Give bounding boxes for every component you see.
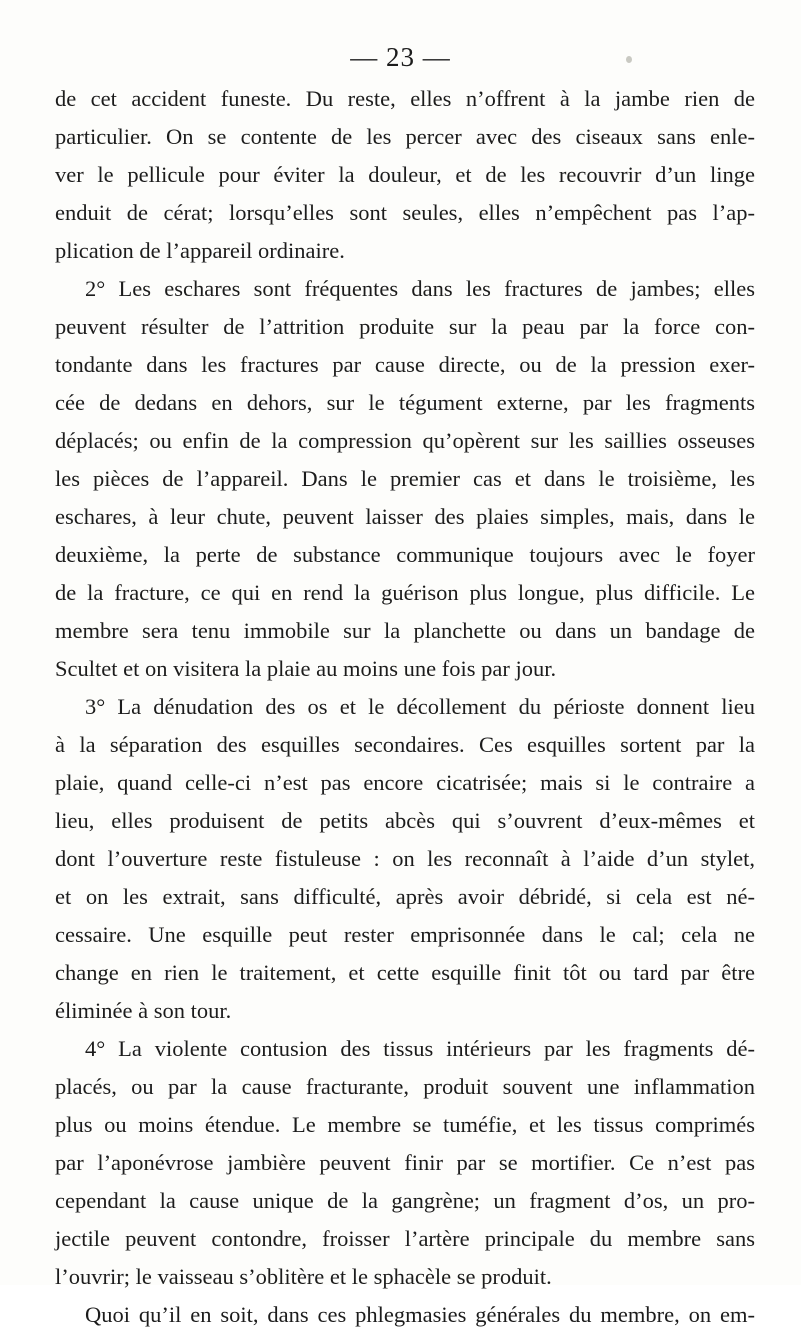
text-line: Scultet et on visitera la plaie au moins une fois par jour. xyxy=(55,656,557,681)
text-line: l’ouvrir; le vaisseau s’oblitère et le sphacèle se produit. xyxy=(55,1264,552,1289)
text-line: particulier. On se contente de les percer avec des ciseaux sans enle- xyxy=(55,124,755,149)
body-text xyxy=(55,80,755,1334)
text-line: Quoi qu’il en soit, dans ces phlegmasies générales du membre, on em- xyxy=(85,1302,755,1327)
text-line: jectile peuvent contondre, froisser l’artère principale du membre sans xyxy=(55,1226,755,1251)
text-line: les pièces de l’appareil. Dans le premier cas et dans le troisième, les xyxy=(55,466,755,491)
text-line: deuxième, la perte de substance communique toujours avec le foyer xyxy=(55,542,755,567)
text-line: plus ou moins étendue. Le membre se tuméfie, et les tissus comprimés xyxy=(55,1112,755,1137)
text-line: et on les extrait, sans difficulté, après avoir débridé, si cela est né- xyxy=(55,884,755,909)
text-line: 4° La violente contusion des tissus intérieurs par les fragments dé- xyxy=(85,1036,755,1061)
text-line: de cet accident funeste. Du reste, elles n’offrent à la jambe rien de xyxy=(55,86,755,111)
text-line: ver le pellicule pour éviter la douleur, et de les recouvrir d’un linge xyxy=(55,162,755,187)
page-number: — 23 — xyxy=(350,42,451,72)
text-line: par l’aponévrose jambière peuvent finir par se mortifier. Ce n’est pas xyxy=(55,1150,755,1175)
text-line: dont l’ouverture reste fistuleuse : on les reconnaît à l’aide d’un stylet, xyxy=(55,846,755,871)
text-line: de la fracture, ce qui en rend la guérison plus longue, plus difficile. Le xyxy=(55,580,755,605)
text-line: placés, ou par la cause fracturante, produit souvent une inflammation xyxy=(55,1074,755,1099)
text-line: cependant la cause unique de la gangrène; un fragment d’os, un pro- xyxy=(55,1188,755,1213)
text-line: cessaire. Une esquille peut rester emprisonnée dans le cal; cela ne xyxy=(55,922,755,947)
text-line: plaie, quand celle-ci n’est pas encore cicatrisée; mais si le contraire a xyxy=(55,770,755,795)
text-line: tondante dans les fractures par cause directe, ou de la pression exer- xyxy=(55,352,755,377)
text-line: plication de l’appareil ordinaire. xyxy=(55,238,345,263)
text-line: lieu, elles produisent de petits abcès qui s’ouvrent d’eux-mêmes et xyxy=(55,808,755,833)
text-line: déplacés; ou enfin de la compression qu’opèrent sur les saillies osseuses xyxy=(55,428,755,453)
text-line: cée de dedans en dehors, sur le tégument externe, par les fragments xyxy=(55,390,755,415)
paper-spot xyxy=(626,56,632,63)
text-line: 2° Les eschares sont fréquentes dans les fractures de jambes; elles xyxy=(85,276,755,301)
text-line: enduit de cérat; lorsqu’elles sont seules, elles n’empêchent pas l’ap- xyxy=(55,200,755,225)
text-line: peuvent résulter de l’attrition produite sur la peau par la force con- xyxy=(55,314,755,339)
text-line: 3° La dénudation des os et le décollement du périoste donnent lieu xyxy=(85,694,755,719)
text-line: membre sera tenu immobile sur la planchette ou dans un bandage de xyxy=(55,618,755,643)
text-line: à la séparation des esquilles secondaires. Ces esquilles sortent par la xyxy=(55,732,755,757)
text-line: éliminée à son tour. xyxy=(55,998,232,1023)
text-line: eschares, à leur chute, peuvent laisser des plaies simples, mais, dans le xyxy=(55,504,755,529)
text-line: change en rien le traitement, et cette esquille finit tôt ou tard par être xyxy=(55,960,755,985)
